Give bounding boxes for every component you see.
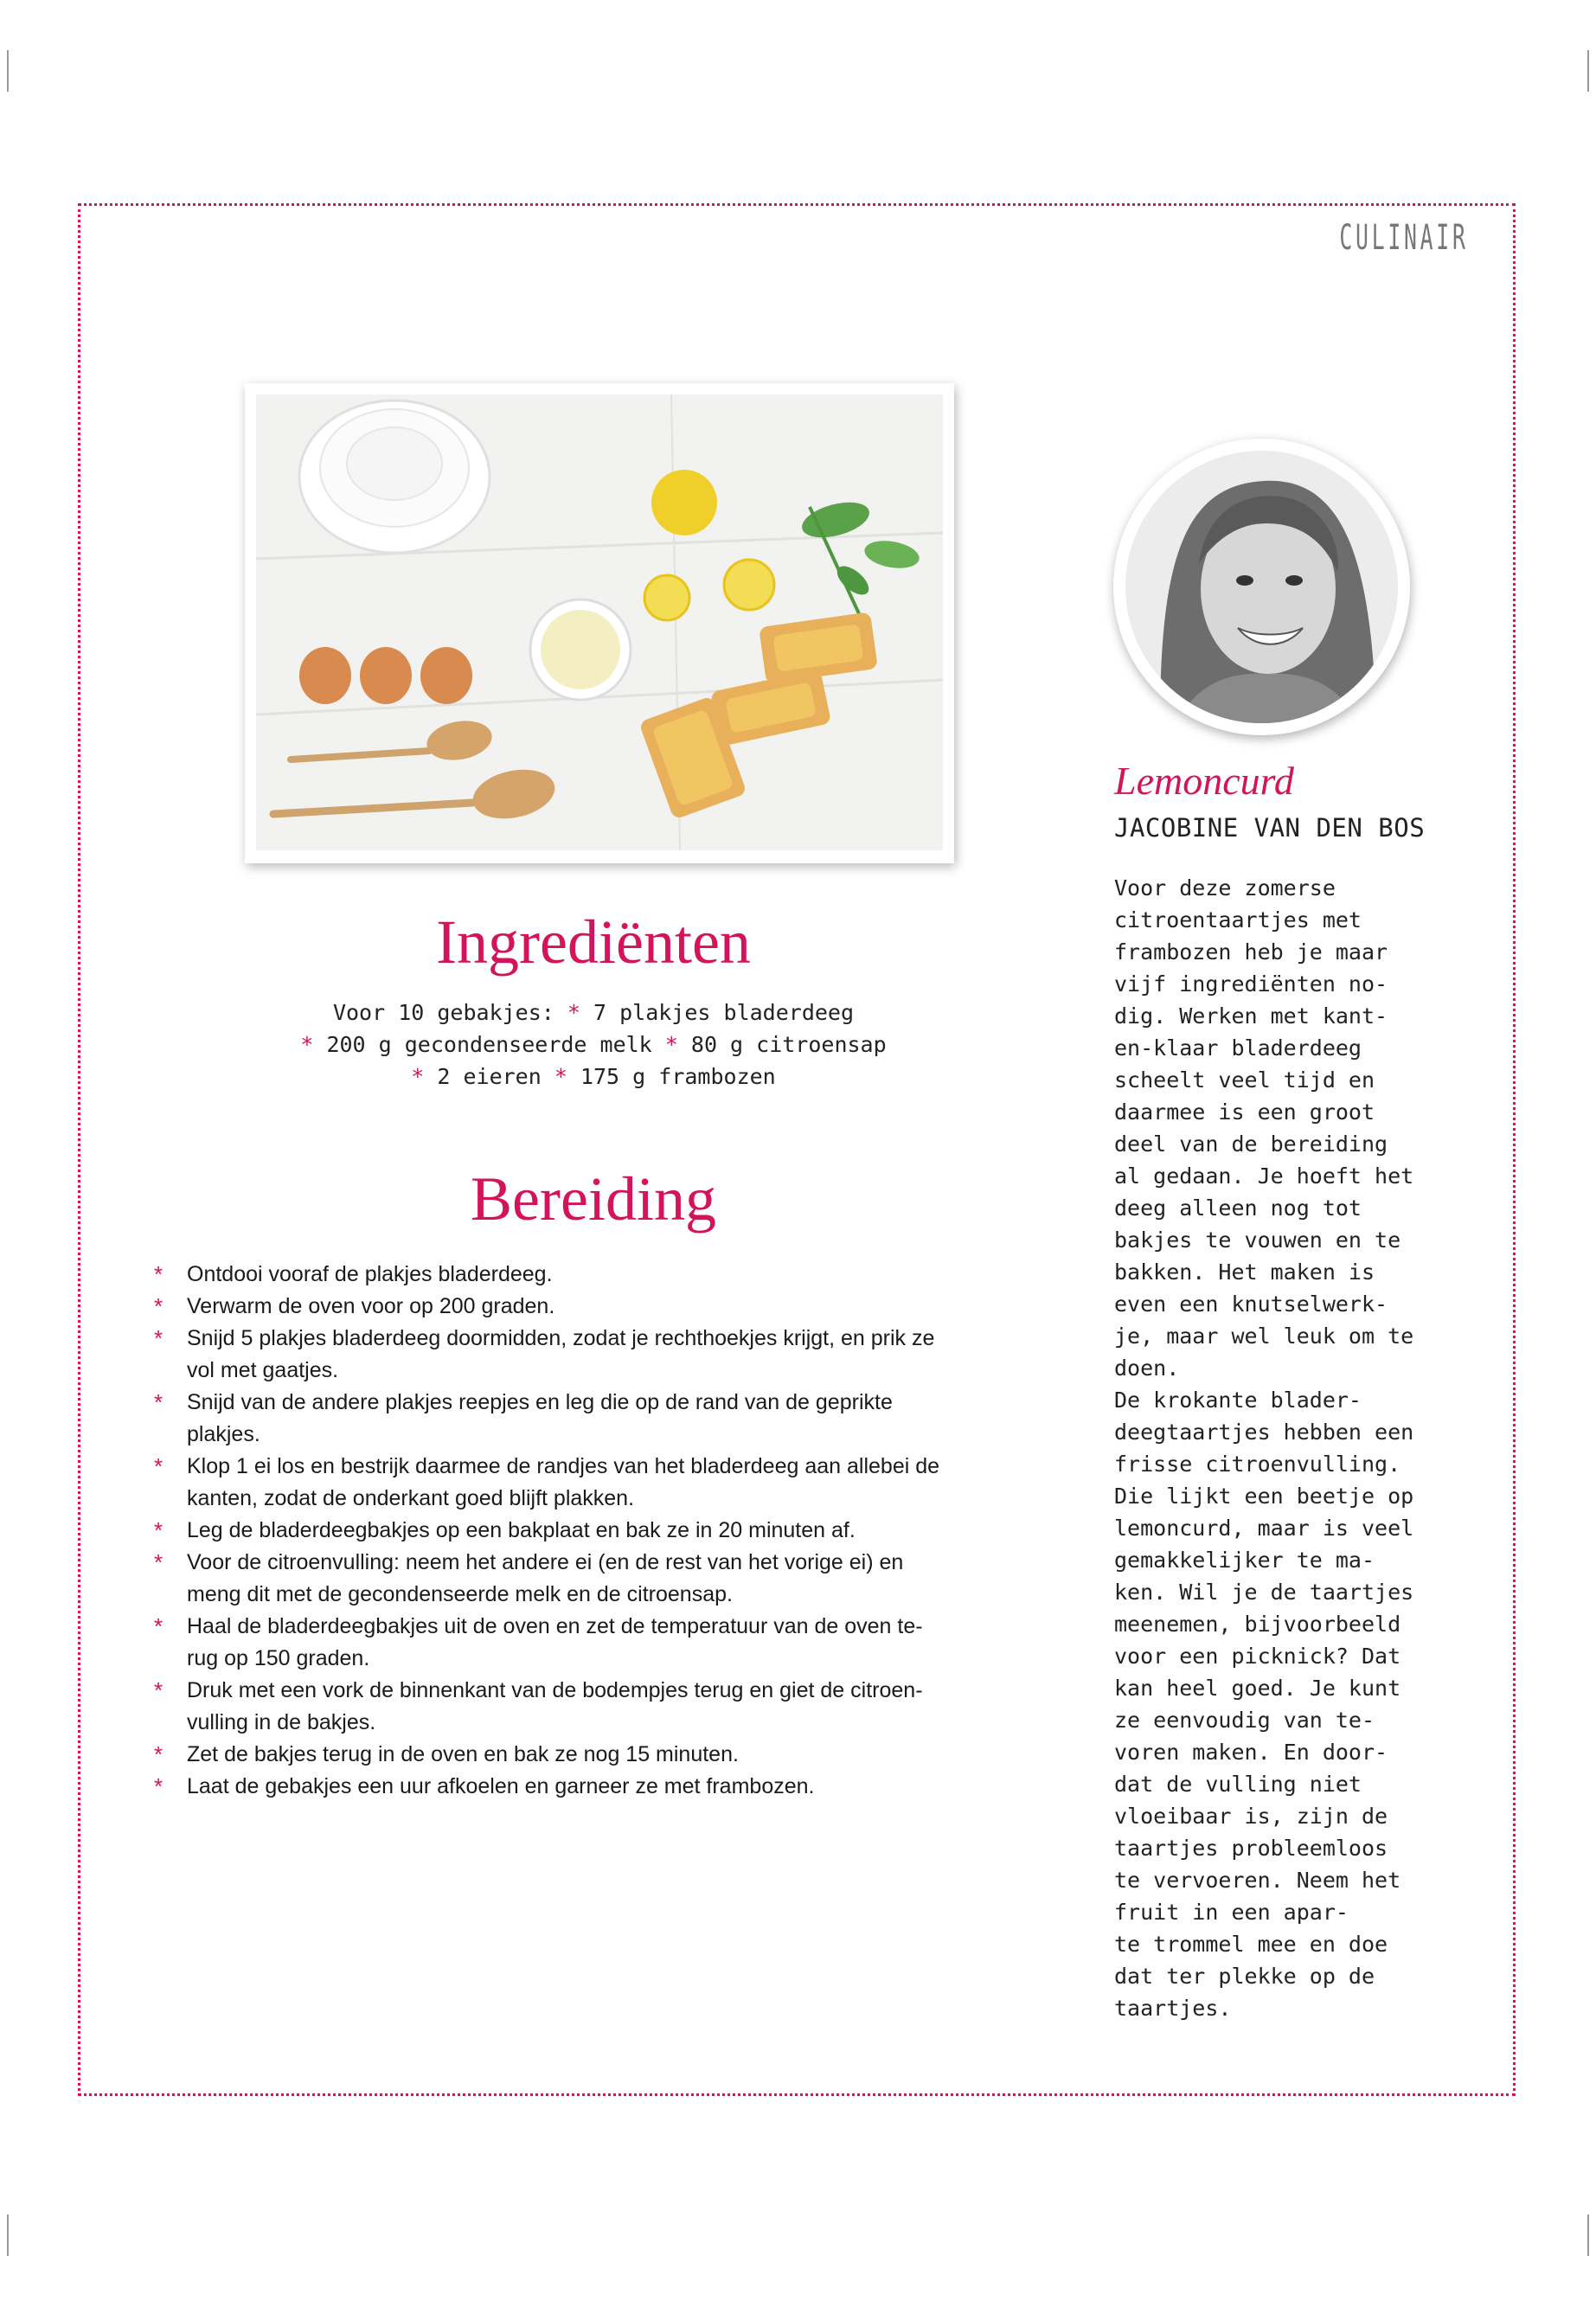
method-step [154,1675,1054,1739]
article-body-line: ze eenvoudig van te- [1114,1708,1375,1733]
article-body-line: vloeibaar is, zijn de [1114,1804,1388,1829]
asterisk-bullet-icon: * [154,1389,163,1415]
ingredients-text: 80 g citroensap [677,1032,887,1057]
method-step-text: Druk met een vork de binnenkant van de bodempjes terug en giet de citroen- vulling in de bakjes. [187,1678,923,1734]
article-body-line: te trommel mee en doe [1114,1932,1388,1957]
method-step-text: Leg de bladerdeegbakjes op een bakplaat en bak ze in 20 minuten af. [187,1518,856,1542]
asterisk-bullet-icon: * [154,1677,163,1703]
ingredients-text: Voor 10 gebakjes: [332,1000,567,1025]
portrait-illustration [1125,451,1398,723]
asterisk-bullet-icon: * [554,1064,567,1089]
article-body-line: en-klaar bladerdeeg [1114,1035,1362,1061]
photo-illustration [256,394,943,850]
article-body-line: deegtaartjes hebben een [1114,1420,1414,1445]
asterisk-bullet-icon: * [154,1325,163,1351]
ingredients-line [204,1061,983,1093]
method-heading: Bereiding [471,1164,716,1234]
asterisk-bullet-icon: * [664,1032,678,1057]
article-body-line: doen. [1114,1356,1180,1381]
article-body-line: dat de vulling niet [1114,1772,1362,1797]
article-body-line: lemoncurd, maar is veel [1114,1516,1414,1541]
asterisk-bullet-icon: * [154,1773,163,1799]
article-body-line: dat ter plekke op de [1114,1964,1375,1989]
method-step-text: Laat de gebakjes een uur afkoelen en garneer ze met frambozen. [187,1774,815,1798]
author-portrait [1113,439,1410,735]
method-step [154,1547,1054,1611]
article-title: Lemoncurd [1114,759,1294,803]
method-step-text: Haal de bladerdeegbakjes uit de oven en zet de temperatuur van de oven te- rug op 150 graden. [187,1614,923,1670]
method-step-text: Verwarm de oven voor op 200 graden. [187,1294,555,1318]
article-body-line: Die lijkt een beetje op [1114,1484,1414,1509]
article-body-line: kan heel goed. Je kunt [1114,1676,1401,1701]
article-body-line: deeg alleen nog tot [1114,1195,1362,1221]
article-body-line: daarmee is een groot [1114,1099,1375,1125]
ingredients-text: 200 g gecondenseerde melk [313,1032,665,1057]
asterisk-bullet-icon: * [567,1000,580,1025]
method-step-text: Snijd van de andere plakjes reepjes en leg die op de rand van de geprikte plakjes. [187,1390,893,1446]
asterisk-bullet-icon: * [154,1549,163,1575]
crop-mark [7,2214,9,2256]
crop-mark [7,50,9,92]
method-step [154,1323,1054,1387]
article-body-line: deel van de bereiding [1114,1131,1388,1157]
asterisk-bullet-icon: * [154,1261,163,1287]
method-step-text: Snijd 5 plakjes bladerdeeg doormidden, zodat je rechthoekjes krijgt, en prik ze vol met gaatjes. [187,1326,935,1382]
method-step-text: Voor de citroenvulling: neem het andere ei (en de rest van het vorige ei) en meng dit met de gecondenseerde melk en de citroensap. [187,1550,904,1606]
article-body-line: bakken. Het maken is [1114,1259,1375,1285]
article-body-line: bakjes te vouwen en te [1114,1227,1401,1253]
method-step [154,1387,1054,1451]
asterisk-bullet-icon: * [154,1517,163,1543]
article-body-line: Voor deze zomerse [1114,875,1336,901]
method-step-text: Ontdooi vooraf de plakjes bladerdeeg. [187,1262,553,1286]
asterisk-bullet-icon: * [154,1613,163,1639]
asterisk-bullet-icon: * [154,1453,163,1479]
article-body-line: scheelt veel tijd en [1114,1067,1375,1093]
asterisk-bullet-icon: * [411,1064,425,1089]
article-author: JACOBINE VAN DEN BOS [1114,813,1426,843]
asterisk-bullet-icon: * [154,1293,163,1319]
article-body-line: te vervoeren. Neem het [1114,1868,1401,1893]
crop-mark [1587,50,1589,92]
method-steps [154,1259,1054,1803]
method-step [154,1515,1054,1547]
method-step [154,1739,1054,1771]
article-body-line: vijf ingrediënten no- [1114,971,1388,997]
article-body-line: De krokante blader- [1114,1388,1362,1413]
article-body-line: ken. Wil je de taartjes [1114,1580,1414,1605]
ingredients-heading: Ingrediënten [436,907,751,977]
asterisk-bullet-icon: * [154,1741,163,1767]
ingredients-list [204,997,983,1093]
article-body-line: even een knutselwerk- [1114,1292,1388,1317]
ingredients-photo [245,383,954,863]
asterisk-bullet-icon: * [300,1032,314,1057]
article-body-line: taartjes probleemloos [1114,1836,1388,1861]
section-label: CULINAIR [1339,218,1469,258]
method-step [154,1451,1054,1515]
crop-mark [1587,2214,1589,2256]
article-body-line: al gedaan. Je hoeft het [1114,1163,1414,1189]
method-step [154,1291,1054,1323]
article-body-line: taartjes. [1114,1996,1232,2021]
method-step-text: Klop 1 ei los en bestrijk daarmee de randjes van het bladerdeeg aan allebei de kanten, zodat de onderkant goed blijft plakken. [187,1454,940,1510]
method-step [154,1611,1054,1675]
article-body-line: dig. Werken met kant- [1114,1003,1388,1029]
article-body-line: gemakkelijker te ma- [1114,1548,1375,1573]
article-body-line: voren maken. En door- [1114,1740,1388,1765]
ingredients-line [204,997,983,1029]
article-body-line: citroentaartjes met [1114,907,1362,933]
ingredients-text: 2 eieren [424,1064,554,1089]
ingredients-text: 7 plakjes bladerdeeg [580,1000,855,1025]
ingredients-text: 175 g frambozen [567,1064,776,1089]
article-body-line: fruit in een apar- [1114,1900,1349,1925]
article-body-line: frambozen heb je maar [1114,939,1388,965]
ingredients-line [204,1029,983,1061]
article-body-line: meenemen, bijvoorbeeld [1114,1612,1401,1637]
method-step-text: Zet de bakjes terug in de oven en bak ze nog 15 minuten. [187,1742,739,1766]
article-body-line: frisse citroenvulling. [1114,1452,1401,1477]
method-step [154,1259,1054,1291]
article-body [1114,872,1469,2024]
article-body-line: voor een picknick? Dat [1114,1644,1401,1669]
method-step [154,1771,1054,1803]
article-body-line: je, maar wel leuk om te [1114,1324,1414,1349]
